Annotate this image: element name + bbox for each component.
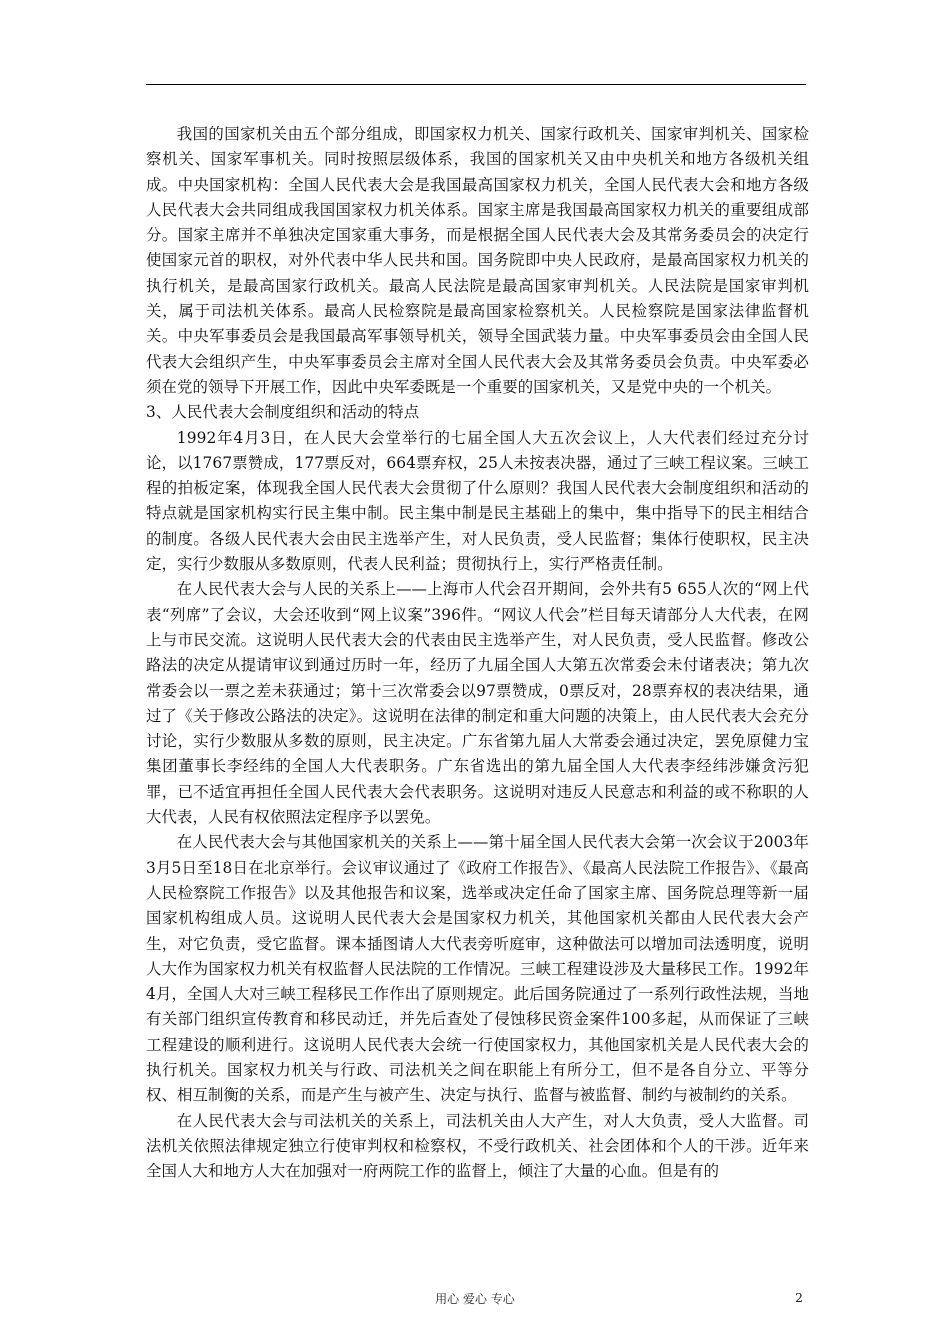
header-rule bbox=[146, 84, 806, 85]
page-number: 2 bbox=[795, 1290, 803, 1305]
document-body bbox=[146, 122, 809, 1184]
footer-slogan: 用心 爱心 专心 bbox=[435, 1292, 515, 1306]
paragraph-state-organs: 我国的国家机关由五个部分组成，即国家权力机关、国家行政机关、国家审判机关、国家检察机关、国家军事机关。同时按照层级体系，我国的国家机关又由中央机关和地方各级机关组成。中央国家机构：全国人民代表大会是我国最高国家权力机关，全国人民代表大会和地方各级人民代表大会共同组成我国国家权力机关体系。国家主席是我国最高国家权力机关的重要组成部分。国家主席并不单独决定国家重大事务，而是根据全国人民代表大会及其常务委员会的决定行使国家元首的职权，对外代表中华人民共和国。国务院即中央人民政府，是最高国家权力机关的执行机关，是最高国家行政机关。最高人民法院是最高国家审判机关。人民法院是国家审判机关，属于司法机关体系。最高人民检察院是最高国家检察机关。人民检察院是国家法律监督机关。中央军事委员会是我国最高军事领导机关，领导全国武装力量。中央军事委员会由全国人民代表大会组织产生，中央军事委员会主席对全国人民代表大会及其常务委员会负责。中央军委必须在党的领导下开展工作，因此中央军委既是一个重要的国家机关，又是党中央的一个机关。 bbox=[146, 125, 809, 396]
paragraph-npc-and-people: 在人民代表大会与人民的关系上——上海市人代会召开期间，会外共有5 655人次的“网上代表“列席”了会议，大会还收到“网上议案”396件。“网议人代会”栏目每天请部分人大代表，在网上与市民交流。这说明人民代表大会的代表由民主选举产生，对人民负责，受人民监督。修改公路法的决定从提请审议到通过历时一年，经历了九届全国人大第五次常委会未付诸表决；第九次常委会以一票之差未获通过；第十三次常委会以97票赞成，0票反对，28票弃权的表决结果，通过了《关于修改公路法的决定》。这说明在法律的制定和重大问题的决策上，由人民代表大会充分讨论，实行少数服从多数的原则，民主决定。广东省第九届人大常委会通过决定，罢免原健力宝集团董事长李经纬的全国人大代表职务。广东省选出的第九届全国人大代表李经纬涉嫌贪污犯罪，已不适宜再担任全国人民代表大会代表职务。这说明对违反人民意志和利益的或不称职的人大代表，人民有权依照法定程序予以罢免。 bbox=[146, 580, 809, 827]
paragraph-democratic-centralism: 1992年4月3日，在人民大会堂举行的七届全国人大五次会议上，人大代表们经过充分讨论，以1767票赞成，177票反对，664票弃权，25人未按表决器，通过了三峡工程议案。三峡工程的拍板定案，体现我全国人民代表大会贯彻了什么原则？我国人民代表大会制度组织和活动的特点就是国家机构实行民主集中制。民主集中制是民主基础上的集中，集中指导下的民主相结合的制度。各级人民代表大会由民主选举产生，对人民负责，受人民监督；集体行使职权，民主决定，实行少数服从多数原则，代表人民利益；贯彻执行上，实行严格责任制。 bbox=[146, 428, 809, 574]
section-heading-3: 3、人民代表大会制度组织和活动的特点 bbox=[146, 403, 420, 422]
paragraph-npc-and-other-organs: 在人民代表大会与其他国家机关的关系上——第十届全国人民代表大会第一次会议于2003年3月5日至18日在北京举行。会议审议通过了《政府工作报告》、《最高人民法院工作报告》、《最高人民检察院工作报告》以及其他报告和议案，选举或决定任命了国家主席、国务院总理等新一届国家机构组成人员。这说明人民代表大会是国家权力机关，其他国家机关都由人民代表大会产生，对它负责，受它监督。课本插图请人大代表旁听庭审，这种做法可以增加司法透明度，说明人大作为国家权力机关有权监督人民法院的工作情况。三峡工程建设涉及大量移民工作。1992年4月，全国人大对三峡工程移民工作作出了原则规定。此后国务院通过了一系列行政性法规，当地有关部门组织宣传教育和移民动迁，并先后查处了侵蚀移民资金案件100多起，从而保证了三峡工程建设的顺利进行。这说明人民代表大会统一行使国家权力，其他国家机关是人民代表大会的执行机关。国家权力机关与行政、司法机关之间在职能上有所分工，但不是各自分立、平等分权、相互制衡的关系，而是产生与被产生、决定与执行、监督与被监督、制约与被制约的关系。 bbox=[146, 833, 809, 1105]
paragraph-npc-and-judiciary: 在人民代表大会与司法机关的关系上，司法机关由人大产生，对人大负责，受人大监督。司法机关依照法律规定独立行使审判权和检察权，不受行政机关、社会团体和个人的干涉。近年来全国人大和地方人大在加强对一府两院工作的监督上，倾注了大量的心血。但是有的 bbox=[146, 1111, 809, 1181]
